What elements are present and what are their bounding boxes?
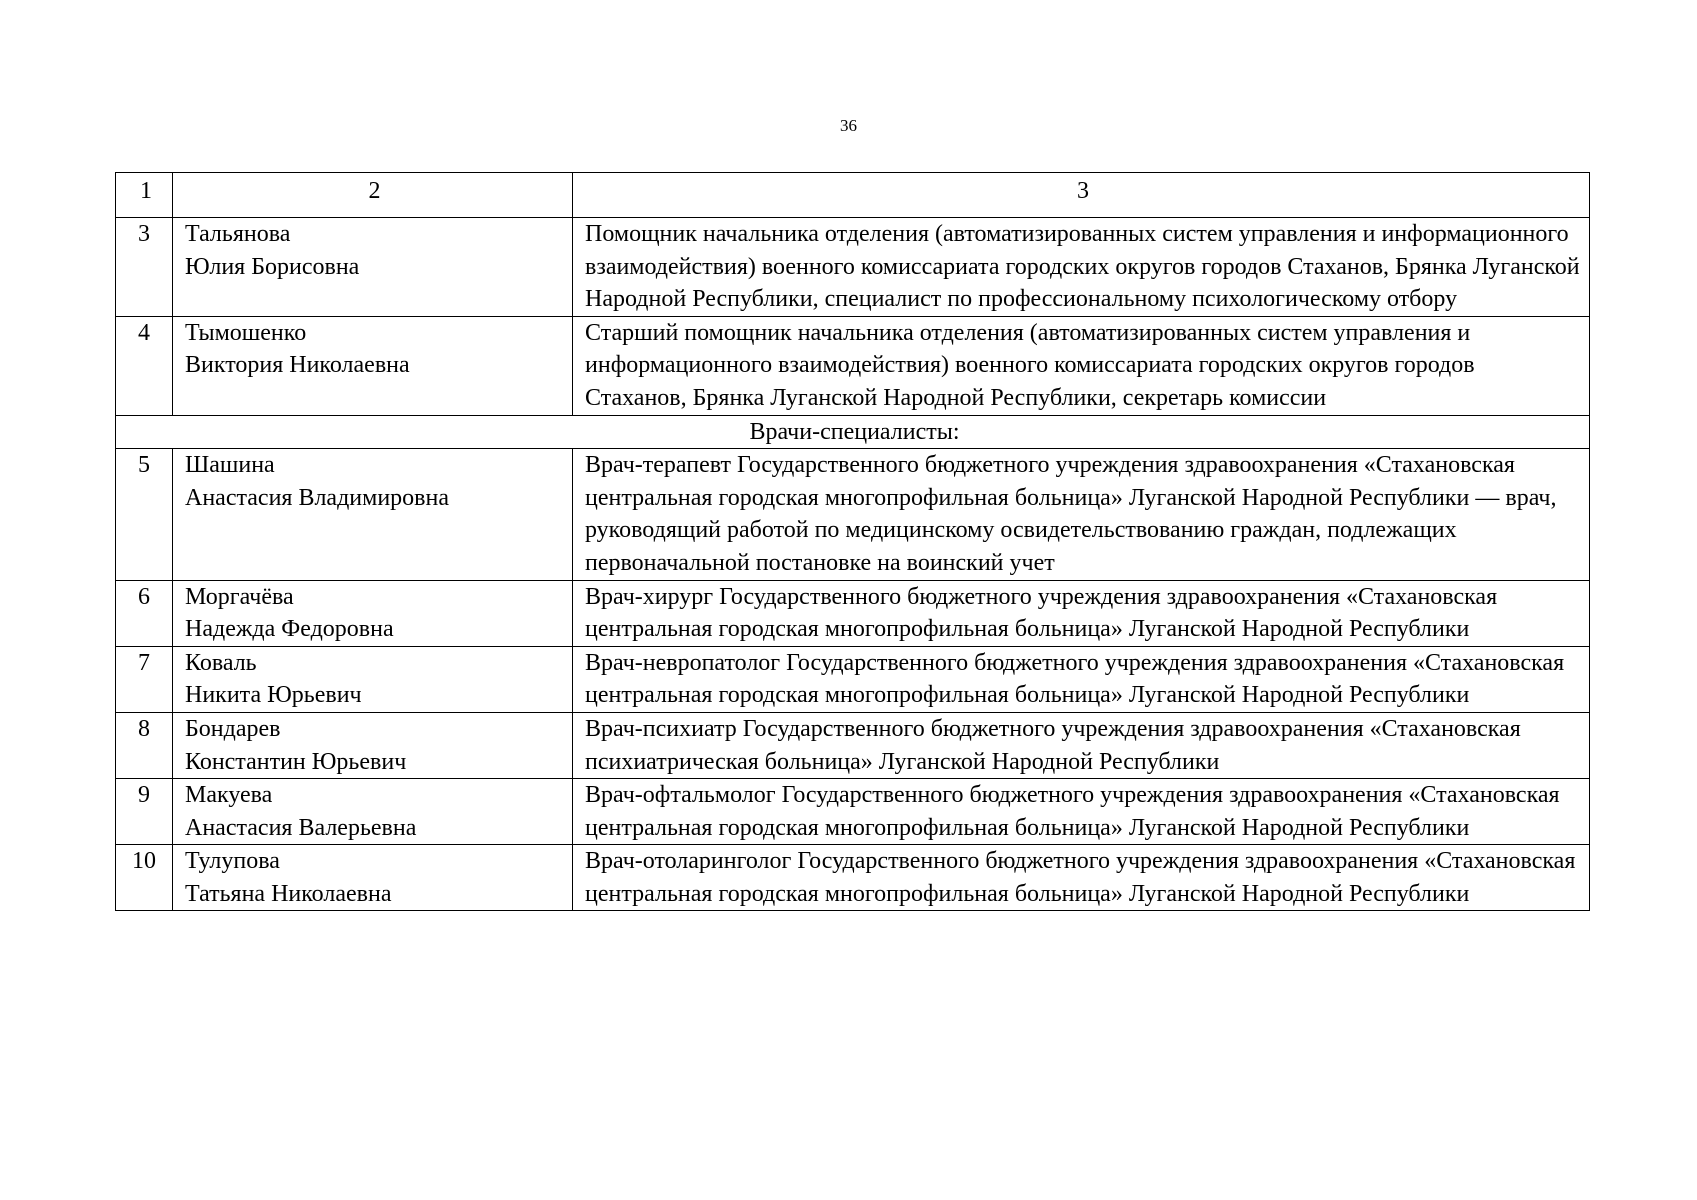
surname: Тальянова (185, 221, 291, 247)
position-text: Врач-офтальмолог Государственного бюджетного учреждения здравоохранения «Стахановская центральная городская многопрофильная больница» Луганской Народной Республики (585, 782, 1560, 841)
row-number: 6 (116, 580, 173, 646)
position-text: Врач-хирург Государственного бюджетного учреждения здравоохранения «Стахановская центральная городская многопрофильная больница» Луганской Народной Республики (585, 583, 1498, 643)
position-cell (573, 218, 1590, 317)
given-names: Анастасия Валерьевна (185, 814, 417, 841)
person-name-cell (173, 712, 573, 778)
row-number: 3 (116, 218, 173, 317)
position-text: Старший помощник начальника отделения (автоматизированных систем управления и информационного взаимодействия) военного комиссариата городских округов городов Стаханов, Брянка Луганской Народной Республики, секретарь комиссии (585, 319, 1475, 411)
surname: Бондарев (185, 715, 281, 742)
person-name-cell (173, 580, 573, 646)
given-names: Надежда Федоровна (185, 616, 394, 643)
position-cell (573, 712, 1590, 778)
row-number: 10 (116, 845, 173, 911)
position-cell (573, 580, 1590, 646)
header-col-3: 3 (573, 173, 1590, 218)
given-names: Юлия Борисовна (185, 253, 360, 280)
position-cell (573, 316, 1590, 415)
table-row (116, 218, 1590, 317)
given-names: Никита Юрьевич (185, 682, 362, 709)
surname: Тулупова (185, 848, 280, 875)
position-cell (573, 779, 1590, 845)
table-header-row (116, 173, 1590, 218)
section-heading: Врачи-специалисты: (116, 415, 1590, 449)
given-names: Татьяна Николаевна (185, 880, 392, 907)
person-name-cell (173, 218, 573, 317)
given-names: Виктория Николаевна (185, 352, 410, 379)
table-row (116, 845, 1590, 911)
table-row (116, 449, 1590, 580)
position-text: Врач-невропатолог Государственного бюджетного учреждения здравоохранения «Стахановская центральная городская многопрофильная больница» Луганской Народной Республики (585, 649, 1565, 709)
person-name-cell (173, 646, 573, 712)
row-number: 8 (116, 712, 173, 778)
table-row (116, 316, 1590, 415)
table-row (116, 779, 1590, 845)
person-name-cell (173, 845, 573, 911)
surname: Тымошенко (185, 319, 307, 346)
row-number: 5 (116, 449, 173, 580)
person-name-cell (173, 449, 573, 580)
person-name-cell (173, 779, 573, 845)
position-cell (573, 646, 1590, 712)
table-row (116, 646, 1590, 712)
row-number: 9 (116, 779, 173, 845)
position-text: Помощник начальника отделения (автоматизированных систем управления и информационного взаимодействия) военного комиссариата городских округов городов Стаханов, Брянка Луганской Народной Республики, специалист по профессиональному психологическому отбору (585, 221, 1580, 313)
person-name-cell (173, 316, 573, 415)
section-heading-row (116, 415, 1590, 449)
position-text: Врач-отоларинголог Государственного бюджетного учреждения здравоохранения «Стахановская центральная городская многопрофильная больница» Луганской Народной Республики (585, 848, 1576, 907)
table-row (116, 580, 1590, 646)
position-cell (573, 449, 1590, 580)
members-table (115, 172, 1590, 911)
surname: Шашина (185, 452, 275, 479)
given-names: Анастасия Владимировна (185, 484, 449, 511)
surname: Макуева (185, 782, 273, 809)
page-number: 36 (840, 116, 857, 135)
table-row (116, 712, 1590, 778)
position-text: Врач-терапевт Государственного бюджетного учреждения здравоохранения «Стахановская центральная городская многопрофильная больница» Луганской Народной Республики — врач, руководящий работой по медицинскому освидетельствованию граждан, подлежащих первоначальной постановке на воинский учет (585, 452, 1557, 576)
given-names: Константин Юрьевич (185, 748, 407, 775)
position-text: Врач-психиатр Государственного бюджетного учреждения здравоохранения «Стахановская психиатрическая больница» Луганской Народной Республики (585, 715, 1521, 775)
surname: Коваль (185, 649, 257, 676)
row-number: 7 (116, 646, 173, 712)
header-col-2: 2 (173, 173, 573, 218)
row-number: 4 (116, 316, 173, 415)
position-cell (573, 845, 1590, 911)
surname: Моргачёва (185, 583, 294, 610)
header-col-1: 1 (116, 173, 173, 218)
